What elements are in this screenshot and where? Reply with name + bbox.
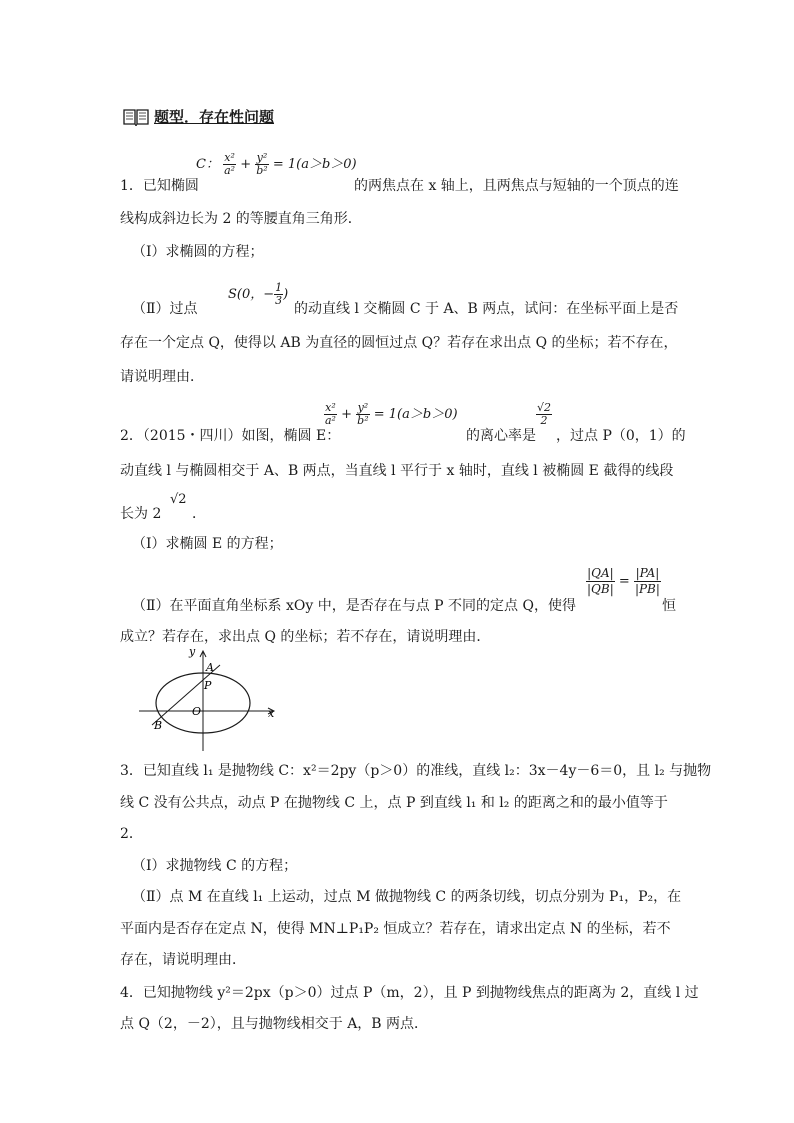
p2-line1a: 2．（2015・四川）如图，椭圆 E： [120,428,341,444]
p3-line4: （Ⅰ）求抛物线 C 的方程； [132,858,298,874]
y-label: y [189,645,196,658]
book-icon [122,106,150,130]
p1-line3: （Ⅰ）求椭圆的方程； [132,244,264,260]
p2-line3a: 长为 2 [120,506,162,522]
p2-eccentricity: $\frac{√2}{2}$ [537,401,552,427]
line-l [152,665,220,725]
ellipse-figure [136,643,286,757]
p3-line6: 平面内是否存在定点 N，使得 MN⊥P₁P₂ 恒成立？若存在，请求出定点 N 的坐标，若不 [120,921,671,937]
p2-line4: （Ⅰ）求椭圆 E 的方程； [132,536,283,552]
p3-line2: 线 C 没有公共点，动点 P 在抛物线 C 上，点 P 到直线 l₁ 和 l₂ 的距离之和的最小值等于 [120,795,668,811]
p1-eq-rest: = 1(a＞b＞0) [272,157,357,172]
p1-ellipse-equation: C： $\frac{\text{x²}}{\text{a²}}$ + $\frac{\text{y²}}{\text{b²}}$ = 1(a＞b＞0) [196,151,357,177]
p1-line1a: 1．已知椭圆 [120,178,199,194]
p3-line1: 3．已知直线 l₁ 是抛物线 C：x²＝2py（p＞0）的准线，直线 l₂：3x－4y－6＝0，且 l₂ 与抛物 [120,763,712,779]
section-title: 题型．存在性问题 [154,108,275,126]
p2-ellipse-equation: $\frac{\text{x²}}{\text{a²}}$ + $\frac{\text{y²}}{\text{b²}}$ = 1(a＞b＞0) [325,401,458,427]
p1-eq-c: C： [196,157,219,172]
p1-line5: 存在一个定点 Q，使得以 AB 为直径的圆恒过点 Q？若存在求出点 Q 的坐标；若不存在， [120,335,678,351]
p2-line5b: 恒 [662,598,676,614]
origin-label: O [192,705,202,718]
point-b-label: B [154,719,163,732]
p1-line1b: 的两焦点在 x 轴上，且两焦点与短轴的一个顶点的连 [354,178,679,194]
p1-line4a: （Ⅱ）过点 [132,301,198,317]
point-p-label: P [204,679,212,692]
p3-line5: （Ⅱ）点 M 在直线 l₁ 上运动，过点 M 做抛物线 C 的两条切线，切点分别为 P₁，P₂，在 [132,889,682,905]
p3-line7: 存在，请说明理由． [120,952,246,968]
point-a-label: A [206,661,214,674]
p2-line5a: （Ⅱ）在平面直角坐标系 xOy 中，是否存在与点 P 不同的定点 Q，使得 [132,598,576,614]
p1-eq-x-frac: $\frac{\text{x²}}{\text{a²}}$ [224,151,236,177]
p2-eq-rest: = 1(a＞b＞0) [373,407,458,422]
p2-line1c: ，过点 P（0，1）的 [556,428,686,444]
p1-point-s: S(0，− $\frac{1}{3}$ ) [228,281,289,307]
p1-line4b: 的动直线 l 交椭圆 C 于 A、B 两点，试问：在坐标平面上是否 [294,301,679,317]
p1-line2: 线构成斜边长为 2 的等腰直角三角形． [120,211,362,227]
p1-line6: 请说明理由． [120,369,204,385]
p3-line3: 2． [120,826,143,842]
p2-line2: 动直线 l 与椭圆相交于 A、B 两点，当直线 l 平行于 x 轴时，直线 l 被椭圆 E 截得的线段 [120,463,674,479]
p2-line1b: 的离心率是 [466,428,536,444]
p2-line3b: ． [192,506,206,522]
p4-line1: 4．已知抛物线 y²＝2px（p＞0）过点 P（m，2），且 P 到抛物线焦点的距离为 2，直线 l 过 [120,985,699,1001]
p2-eq-y-frac: $\frac{\text{y²}}{\text{b²}}$ [357,401,369,427]
p2-eq-x-frac: $\frac{\text{x²}}{\text{a²}}$ [325,401,336,427]
p4-line2: 点 Q（2，－2），且与抛物线相交于 A，B 两点． [120,1016,429,1032]
p2-ratio: $\frac{|QA|}{|QB|}$ = $\frac{|PA|}{|PB|}$ [587,566,660,596]
p2-line6: 成立？若存在，求出点 Q 的坐标；若不存在，请说明理由． [120,629,491,645]
p2-line3-sqrt: √2 [170,492,187,507]
x-label: x [268,707,275,720]
p1-eq-y-frac: $\frac{\text{y²}}{\text{b²}}$ [256,151,268,177]
